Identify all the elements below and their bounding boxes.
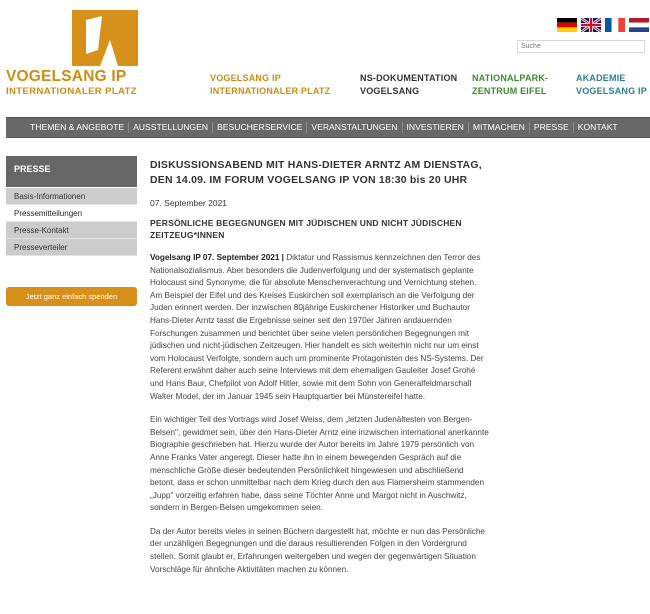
article-paragraph-1-text: Diktatur und Rassismus kennzeichnen den Terror des Nationalsozialismus. Aber besonders die Judenverfolgung und der systematisch geplante Holocaust sind Synonyme, die für absolute Menschenverachtung und Vernichtung stehen. Am Beispiel der Eifel und des Kreises Euskirchen soll exemplarisch an die Verfolgung der Juden erinnert werden. Der inzwischen 80jährige Euskirchener Historiker und Buchautor Hans-Dieter Arntz tasst die Ergebnisse seiner seit den 1970er Jahren andauernden Forschungen zusammen und berichtet über seine vielen persönlichen Begegnungen mit jüdischen und nicht-jüdischen Zeitzeugen. Hier handelt es sich weiterhin nicht nur um einst vom Holocaust Verfolgte, sondern auch um prominente Protagonisten des NS-Systems. Der Referent erwähnt daher auch seine Interviews mit dem ehemaligen Gauleiter Josef Grohé und Hans Baur, Chefpilot von Adolf Hitler, sowie mit dem Sohn von Generalfeldmarschall Walter Model, der im Januar 1945 sein Hauptquartier bei Münstereifel hatte. — [150, 253, 484, 401]
flag-en-icon[interactable] — [581, 18, 601, 32]
flag-nl-icon[interactable] — [629, 18, 649, 32]
article-subtitle: PERSÖNLICHE BEGEGNUNGEN MIT JÜDISCHEN UND NICHT JÜDISCHEN ZEITZEUG*INNEN — [150, 218, 462, 240]
partner-link-nationalpark[interactable] — [472, 72, 548, 98]
sidebar-menu — [6, 188, 137, 256]
partner-link-akademie[interactable] — [576, 72, 647, 98]
nav-item-investieren[interactable]: INVESTIEREN — [403, 122, 469, 133]
nav-item-ausstellungen[interactable]: AUSSTELLUNGEN — [129, 122, 213, 133]
partner-line1: AKADEMIE — [576, 73, 626, 83]
nav-item-veranstaltungen[interactable]: VERANSTALTUNGEN — [307, 122, 402, 133]
article-paragraph-2: Ein wichtiger Teil des Vortrags wird Josef Weiss, dem „letzten Judenältesten von Bergen-Belsen", gewidmet sein, über den Hans-Dieter Arntz eine inzwischen international anerkannte Biographie geschrieben hat. Hierzu wurde der Autor bereits im Jahre 1979 persönlich von Anne Franks Vater angeregt. Dieser hatte ihn in einem bewegenden Gespräch auf die menschliche Größe dieser bedeutenden Persönlichkeit hingewiesen und abschließend betont, dass er schon unmittelbar nach dem Krieg durch den aus Flamersheim stammenden „Jupp" vorzeitig erfahren habe, dass seine Töchter Anne und Margot nicht in Auschwitz, sondern in Bergen-Belsen umgekommen seien. — [150, 415, 489, 513]
partner-link-ns-dokumentation[interactable] — [360, 72, 457, 98]
nav-item-presse[interactable]: PRESSE — [530, 122, 574, 133]
article-paragraph-1 — [150, 252, 490, 403]
main-nav — [6, 117, 650, 138]
nav-item-mitmachen[interactable]: MITMACHEN — [469, 122, 530, 133]
logo-text-line2: INTERNATIONALER PLATZ — [6, 86, 138, 97]
partner-link-vogelsang-ip[interactable] — [210, 72, 330, 98]
sidebar-item-pressemitteilungen[interactable]: Pressemitteilungen — [6, 205, 137, 222]
site-logo[interactable] — [6, 10, 166, 97]
partner-line1: NATIONALPARK- — [472, 73, 549, 83]
sidebar-item-basis-informationen[interactable]: Basis-Informationen — [6, 188, 137, 205]
logo-mark-icon — [72, 10, 138, 66]
sidebar-heading: PRESSE — [6, 156, 137, 187]
sidebar-item-presse-kontakt[interactable]: Presse-Kontakt — [6, 222, 137, 239]
article — [150, 158, 490, 576]
article-title: DISKUSSIONSABEND MIT HANS-DIETER ARNTZ AM DIENSTAG, DEN 14.09. IM FORUM VOGELSANG IP VON 18:30 bis 20 UHR — [150, 159, 482, 186]
partner-line2: VOGELSANG IP — [576, 86, 647, 96]
article-paragraph-3: Da der Autor bereits vieles in seinen Büchern dargestellt hat, möchte er nun das Persönliche der unzähligen Begegnungen und die daraus resultierenden Folgen in den Vordergrund stellen. Somit glaubt er, Erfahrungen weitergeben und wegen der gegenwärtigen Situation Vorschläge für ähnliche Aktivitäten machen zu können. — [150, 526, 485, 574]
article-lead: Vogelsang IP 07. September 2021 | — [150, 253, 284, 262]
partner-line2: INTERNATIONALER PLATZ — [210, 86, 331, 96]
partner-line1: VOGELSANG IP — [210, 73, 281, 83]
nav-item-themen[interactable]: THEMEN & ANGEBOTE — [26, 122, 129, 133]
flag-de-icon[interactable] — [557, 18, 577, 32]
partner-line2: ZENTRUM EIFEL — [472, 86, 547, 96]
sidebar-item-presseverteiler[interactable]: Presseverteiler — [6, 239, 137, 256]
article-date: 07. September 2021 — [150, 198, 228, 208]
search-input[interactable] — [517, 40, 645, 53]
logo-text-line1: VOGELSANG IP — [6, 68, 127, 85]
nav-item-besucherservice[interactable]: BESUCHERSERVICE — [213, 122, 307, 133]
flag-fr-icon[interactable] — [605, 18, 625, 32]
nav-item-kontakt[interactable]: KONTAKT — [577, 122, 618, 132]
partner-line1: NS-DOKUMENTATION — [360, 73, 458, 83]
language-switcher — [557, 18, 649, 32]
partner-line2: VOGELSANG — [360, 86, 420, 96]
donate-button[interactable]: Jetzt ganz einfach spenden — [6, 287, 137, 306]
